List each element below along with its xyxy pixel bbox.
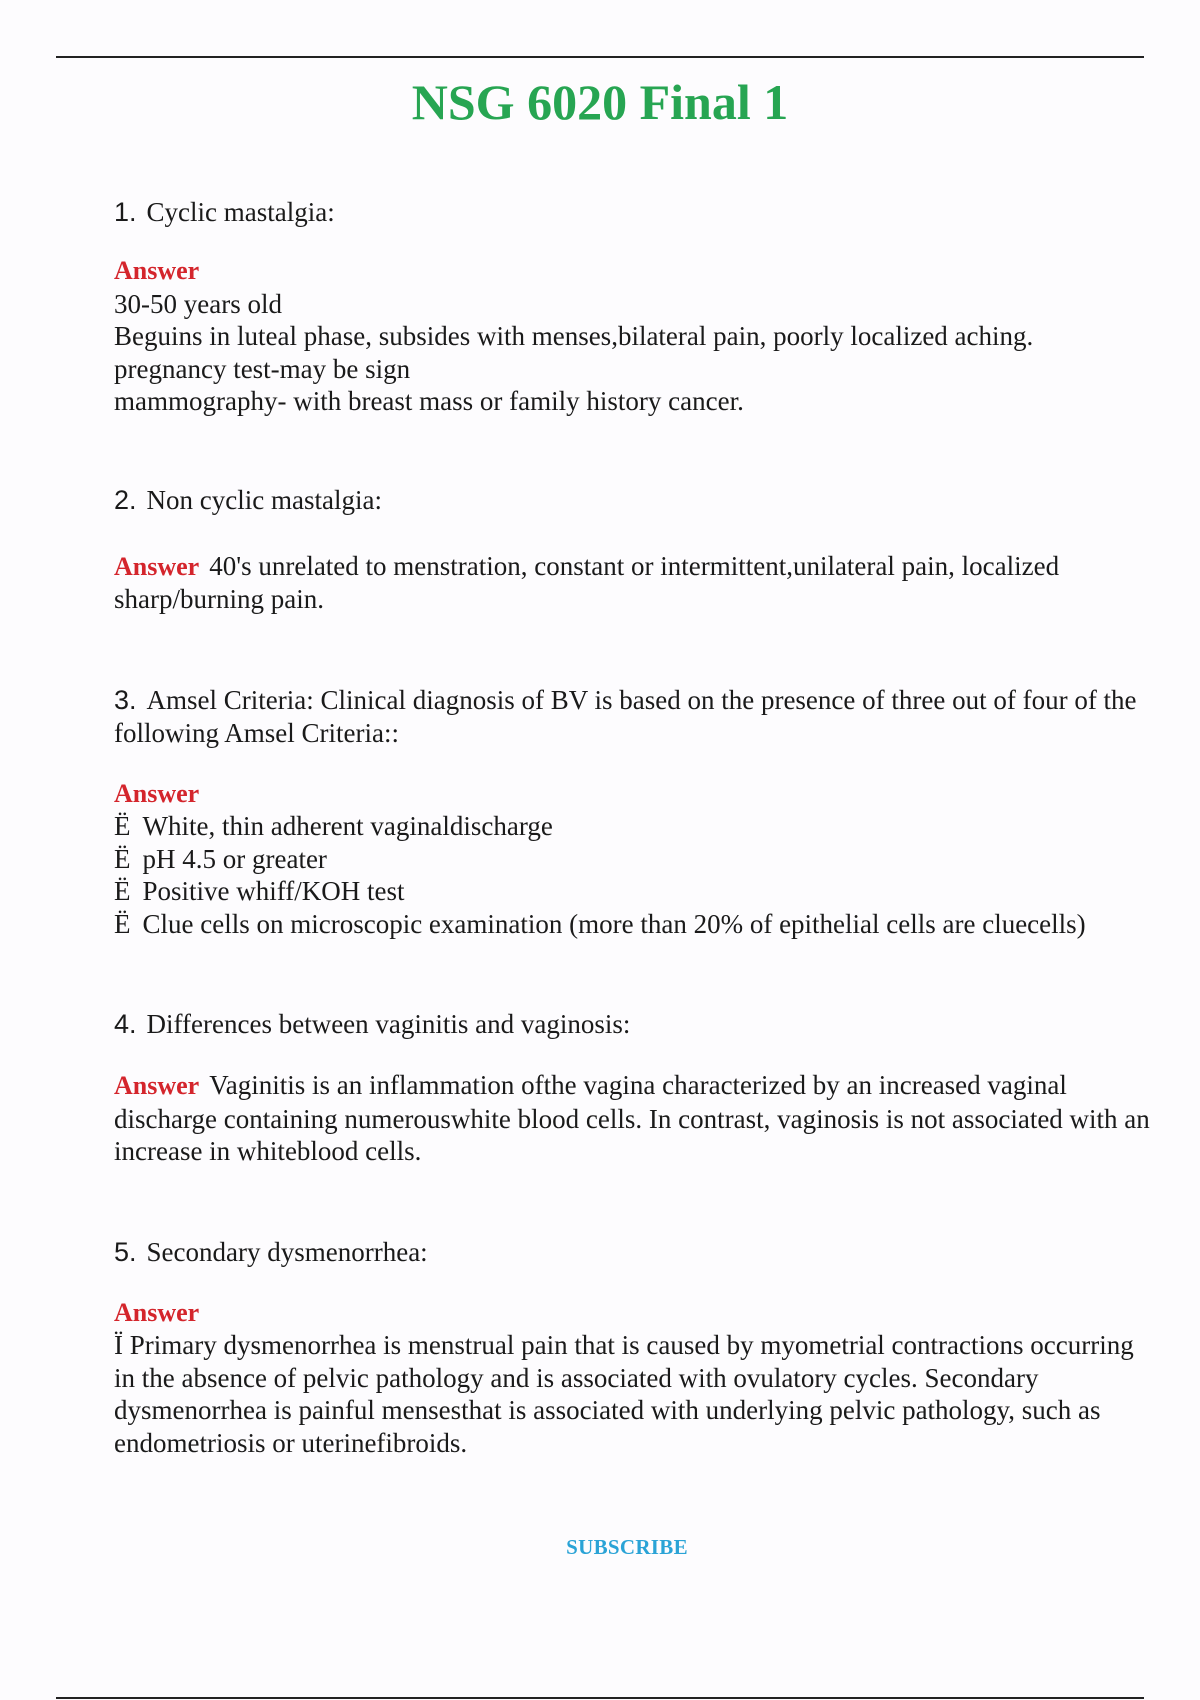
question-number: 4. [114, 1009, 137, 1039]
bullet-icon: Ë [114, 876, 131, 906]
subscribe-link[interactable]: SUBSCRIBE [566, 1535, 688, 1559]
bullet-item [114, 810, 1154, 843]
question-text [114, 684, 1154, 750]
bullet-text: White, thin adherent vaginaldischarge [142, 811, 553, 841]
question-item [114, 484, 1154, 616]
question-text [114, 484, 1154, 517]
question-number: 3. [114, 684, 137, 715]
question-prompt: Secondary dysmenorrhea: [146, 1236, 428, 1267]
answer-line: Ï Primary dysmenorrhea is menstrual pain that is caused by myometrial contractions occurring in the absence of pelvic pathology and is associated with ovulatory cycles. Secondary dysmenorrhea is painful mensesthat is associated with underlying pelvic pathology, such as endometriosis or uterinefibroids. [114, 1330, 1134, 1458]
bullet-item [114, 908, 1154, 941]
question-text [114, 196, 1154, 229]
answer-line: mammography- with breast mass or family history cancer. [114, 386, 744, 416]
bullet-text: pH 4.5 or greater [142, 843, 327, 874]
bullet-text: Positive whiff/KOH test [142, 876, 405, 906]
answer-label: Answer [114, 551, 200, 581]
answer-block [114, 1069, 1154, 1168]
answer-label: Answer [114, 1071, 200, 1100]
answer-line: 30-50 years old [114, 288, 282, 319]
answer-text: 40's unrelated to menstration, constant or intermittent,unilateral pain, localized sharp/burning pain. [114, 550, 1060, 614]
answer-line: pregnancy test-may be sign [114, 353, 411, 384]
answer-block [114, 255, 1154, 418]
question-item [114, 196, 1154, 418]
question-prompt: Non cyclic mastalgia: [146, 484, 382, 515]
question-number: 5. [114, 1236, 137, 1267]
question-text [114, 1236, 1154, 1269]
question-number: 2. [114, 484, 137, 515]
answer-block [114, 1297, 1154, 1460]
answer-label: Answer [114, 1297, 200, 1327]
answer-block [114, 550, 1154, 616]
question-item [114, 1236, 1154, 1460]
top-rule [56, 56, 1144, 58]
answer-block [114, 778, 1154, 941]
bullet-item [114, 875, 1154, 908]
question-item [114, 684, 1154, 941]
answer-line: Beguins in luteal phase, subsides with menses,bilateral pain, poorly localized aching. [114, 321, 1034, 351]
bottom-rule [56, 1697, 1144, 1699]
question-prompt: Differences between vaginitis and vaginosis: [146, 1009, 631, 1039]
answer-label: Answer [114, 778, 200, 808]
bullet-icon: Ë [114, 811, 131, 841]
answer-label: Answer [114, 256, 200, 285]
question-list [114, 196, 1154, 1459]
question-prompt: Cyclic mastalgia: [146, 197, 335, 227]
bullet-item [114, 843, 1154, 876]
question-text [114, 1008, 1154, 1041]
page-title: NSG 6020 Final 1 [411, 74, 789, 130]
question-prompt: Amsel Criteria: Clinical diagnosis of BV is based on the presence of three out of four of the following Amsel Criteria:: [114, 684, 1137, 748]
bullet-text: Clue cells on microscopic examination (more than 20% of epithelial cells are cluecells) [142, 908, 1086, 939]
question-item [114, 1008, 1154, 1168]
question-number: 1. [114, 197, 137, 227]
answer-text: Vaginitis is an inflammation ofthe vagina characterized by an increased vaginal discharge containing numerouswhite blood cells. In contrast, vaginosis is not associated with an increase in whiteblood cells. [114, 1070, 1150, 1166]
bullet-icon: Ë [114, 908, 131, 939]
bullet-icon: Ë [114, 843, 131, 874]
